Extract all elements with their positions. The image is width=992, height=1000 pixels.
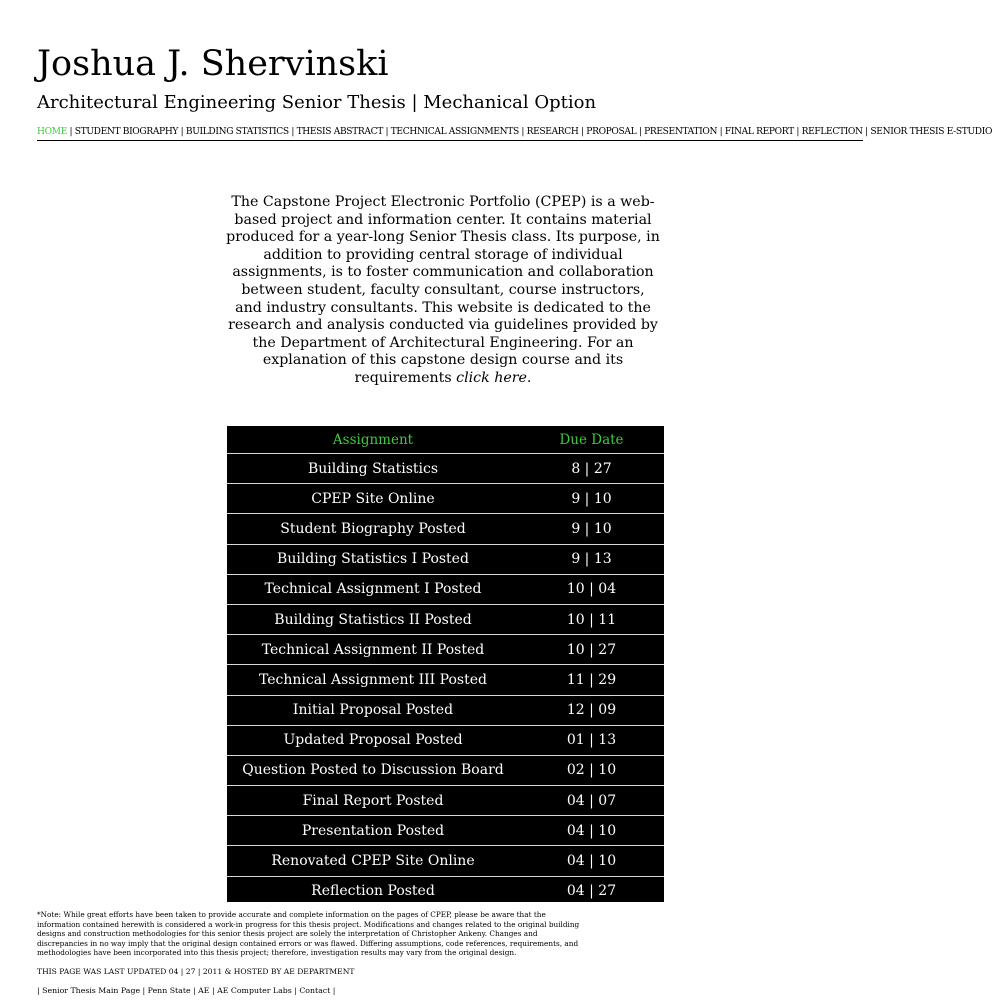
- assignment-cell: Question Posted to Discussion Board: [242, 762, 504, 779]
- footer-link-penn-state[interactable]: Penn State: [147, 986, 191, 995]
- nav-item-building-statistics[interactable]: BUILDING STATISTICS: [185, 127, 289, 137]
- assignment-cell: Reflection Posted: [311, 883, 435, 900]
- due-date-cell: 04 | 10: [566, 853, 617, 870]
- assignment-column-header: Assignment: [332, 431, 414, 448]
- due-date-cell: 8 | 27: [571, 460, 612, 477]
- last-updated: THIS PAGE WAS LAST UPDATED 04 | 27 | 2011 & HOSTED BY AE DEPARTMENT: [37, 967, 355, 976]
- table-row: [227, 815, 664, 845]
- intro-text: The Capstone Project Electronic Portfolio (CPEP) is a web-based project and information center. It contains material produced for a year-long Senior Thesis class. Its purpose, in addition to providing central storage of individual assignments, is to foster communication and collaboration between student, faculty consultant, course instructors, and industry consultants. This website is dedicated to the research and analysis conducted via guidelines provided by the Department of Architectural Engineering. For an explanation of this capstone design course and its requirements: [226, 194, 660, 386]
- table-row: [227, 664, 664, 694]
- footer-link-senior-thesis-main[interactable]: Senior Thesis Main Page: [42, 986, 141, 995]
- click-here-link[interactable]: click here.: [456, 369, 532, 386]
- nav-item-final-report[interactable]: FINAL REPORT: [724, 127, 794, 137]
- nav-item-home[interactable]: HOME: [37, 127, 67, 137]
- assignment-cell: Building Statistics I Posted: [277, 551, 469, 568]
- assignment-schedule-table: [227, 426, 664, 902]
- due-date-cell: 04 | 07: [566, 792, 617, 809]
- table-row: [227, 876, 664, 906]
- due-date-cell: 12 | 09: [566, 702, 617, 719]
- footer-link-ae-computer-labs[interactable]: AE Computer Labs: [217, 986, 292, 995]
- table-row: [227, 725, 664, 755]
- disclaimer-note: *Note: While great efforts have been taken to provide accurate and complete information on the pages of CPEP, please be aware that the information contained herewith is considered a work-in progress for this thesis project. Modifications and changes related to the original building designs and construction methodologies for this senior thesis project are solely the interpretation of Christopher Ankeny. Changes and discrepancies in no way imply that the original design contained errors or was flawed. Differing assumptions, code references, requirements, and methodologies have been incorporated into this thesis project; therefore, investigation results may vary from the original design.: [37, 910, 580, 958]
- due-date-cell: 04 | 27: [566, 883, 617, 900]
- due-date-cell: 04 | 10: [566, 822, 617, 839]
- page-subtitle: Architectural Engineering Senior Thesis | Mechanical Option: [37, 92, 597, 113]
- due-date-cell: 10 | 04: [566, 581, 617, 598]
- table-row: [227, 604, 664, 634]
- page-title: Joshua J. Shervinski: [37, 44, 389, 84]
- intro-paragraph: [226, 194, 660, 388]
- due-date-cell: 9 | 10: [571, 490, 612, 507]
- due-date-cell: 01 | 13: [566, 732, 617, 749]
- nav-item-senior-thesis-e-studio[interactable]: SENIOR THESIS E-STUDIO: [870, 127, 992, 137]
- assignment-cell: Final Report Posted: [302, 792, 444, 809]
- assignment-cell: Presentation Posted: [301, 822, 445, 839]
- assignment-cell: Building Statistics II Posted: [274, 611, 472, 628]
- due-date-cell: 9 | 10: [571, 520, 612, 537]
- table-header: [227, 426, 664, 453]
- main-nav: HOME | STUDENT BIOGRAPHY | BUILDING STATISTICS | THESIS ABSTRACT | TECHNICAL ASSIGNMENTS | RESEARCH | PROPOSAL | PRESENTATION | FINAL REPORT | REFLECTION | SENIOR THESIS E-STUDIO: [37, 127, 863, 141]
- assignment-cell: Renovated CPEP Site Online: [271, 853, 475, 870]
- assignment-cell: Updated Proposal Posted: [283, 732, 463, 749]
- table-row: [227, 453, 664, 483]
- nav-item-student-biography[interactable]: STUDENT BIOGRAPHY: [74, 127, 179, 137]
- table-row: [227, 755, 664, 785]
- assignment-cell: Initial Proposal Posted: [292, 702, 454, 719]
- due-date-cell: 10 | 11: [566, 611, 617, 628]
- nav-item-presentation[interactable]: PRESENTATION: [644, 127, 718, 137]
- table-row: [227, 483, 664, 513]
- due-date-column-header: Due Date: [559, 431, 624, 448]
- nav-item-thesis-abstract[interactable]: THESIS ABSTRACT: [296, 127, 383, 137]
- due-date-cell: 10 | 27: [566, 641, 617, 658]
- table-row: [227, 845, 664, 875]
- assignment-cell: Technical Assignment I Posted: [264, 581, 482, 598]
- footer-link-contact[interactable]: Contact: [299, 986, 331, 995]
- due-date-cell: 9 | 13: [571, 551, 612, 568]
- nav-item-reflection[interactable]: REFLECTION: [801, 127, 863, 137]
- nav-item-research[interactable]: RESEARCH: [526, 127, 579, 137]
- table-row: [227, 574, 664, 604]
- table-row: [227, 513, 664, 543]
- table-row: [227, 544, 664, 574]
- table-row: [227, 695, 664, 725]
- nav-item-proposal[interactable]: PROPOSAL: [586, 127, 637, 137]
- footer-links: | Senior Thesis Main Page | Penn State | AE | AE Computer Labs | Contact |: [37, 986, 336, 995]
- due-date-cell: 02 | 10: [566, 762, 617, 779]
- table-row: [227, 634, 664, 664]
- assignment-cell: Student Biography Posted: [280, 520, 466, 537]
- assignment-cell: Building Statistics: [307, 460, 439, 477]
- table-body: [227, 453, 664, 906]
- assignment-cell: Technical Assignment III Posted: [259, 671, 487, 688]
- assignment-cell: Technical Assignment II Posted: [261, 641, 485, 658]
- footer-link-ae[interactable]: AE: [198, 986, 210, 995]
- assignment-cell: CPEP Site Online: [311, 490, 435, 507]
- nav-item-technical-assignments[interactable]: TECHNICAL ASSIGNMENTS: [390, 127, 519, 137]
- due-date-cell: 11 | 29: [566, 671, 617, 688]
- table-row: [227, 785, 664, 815]
